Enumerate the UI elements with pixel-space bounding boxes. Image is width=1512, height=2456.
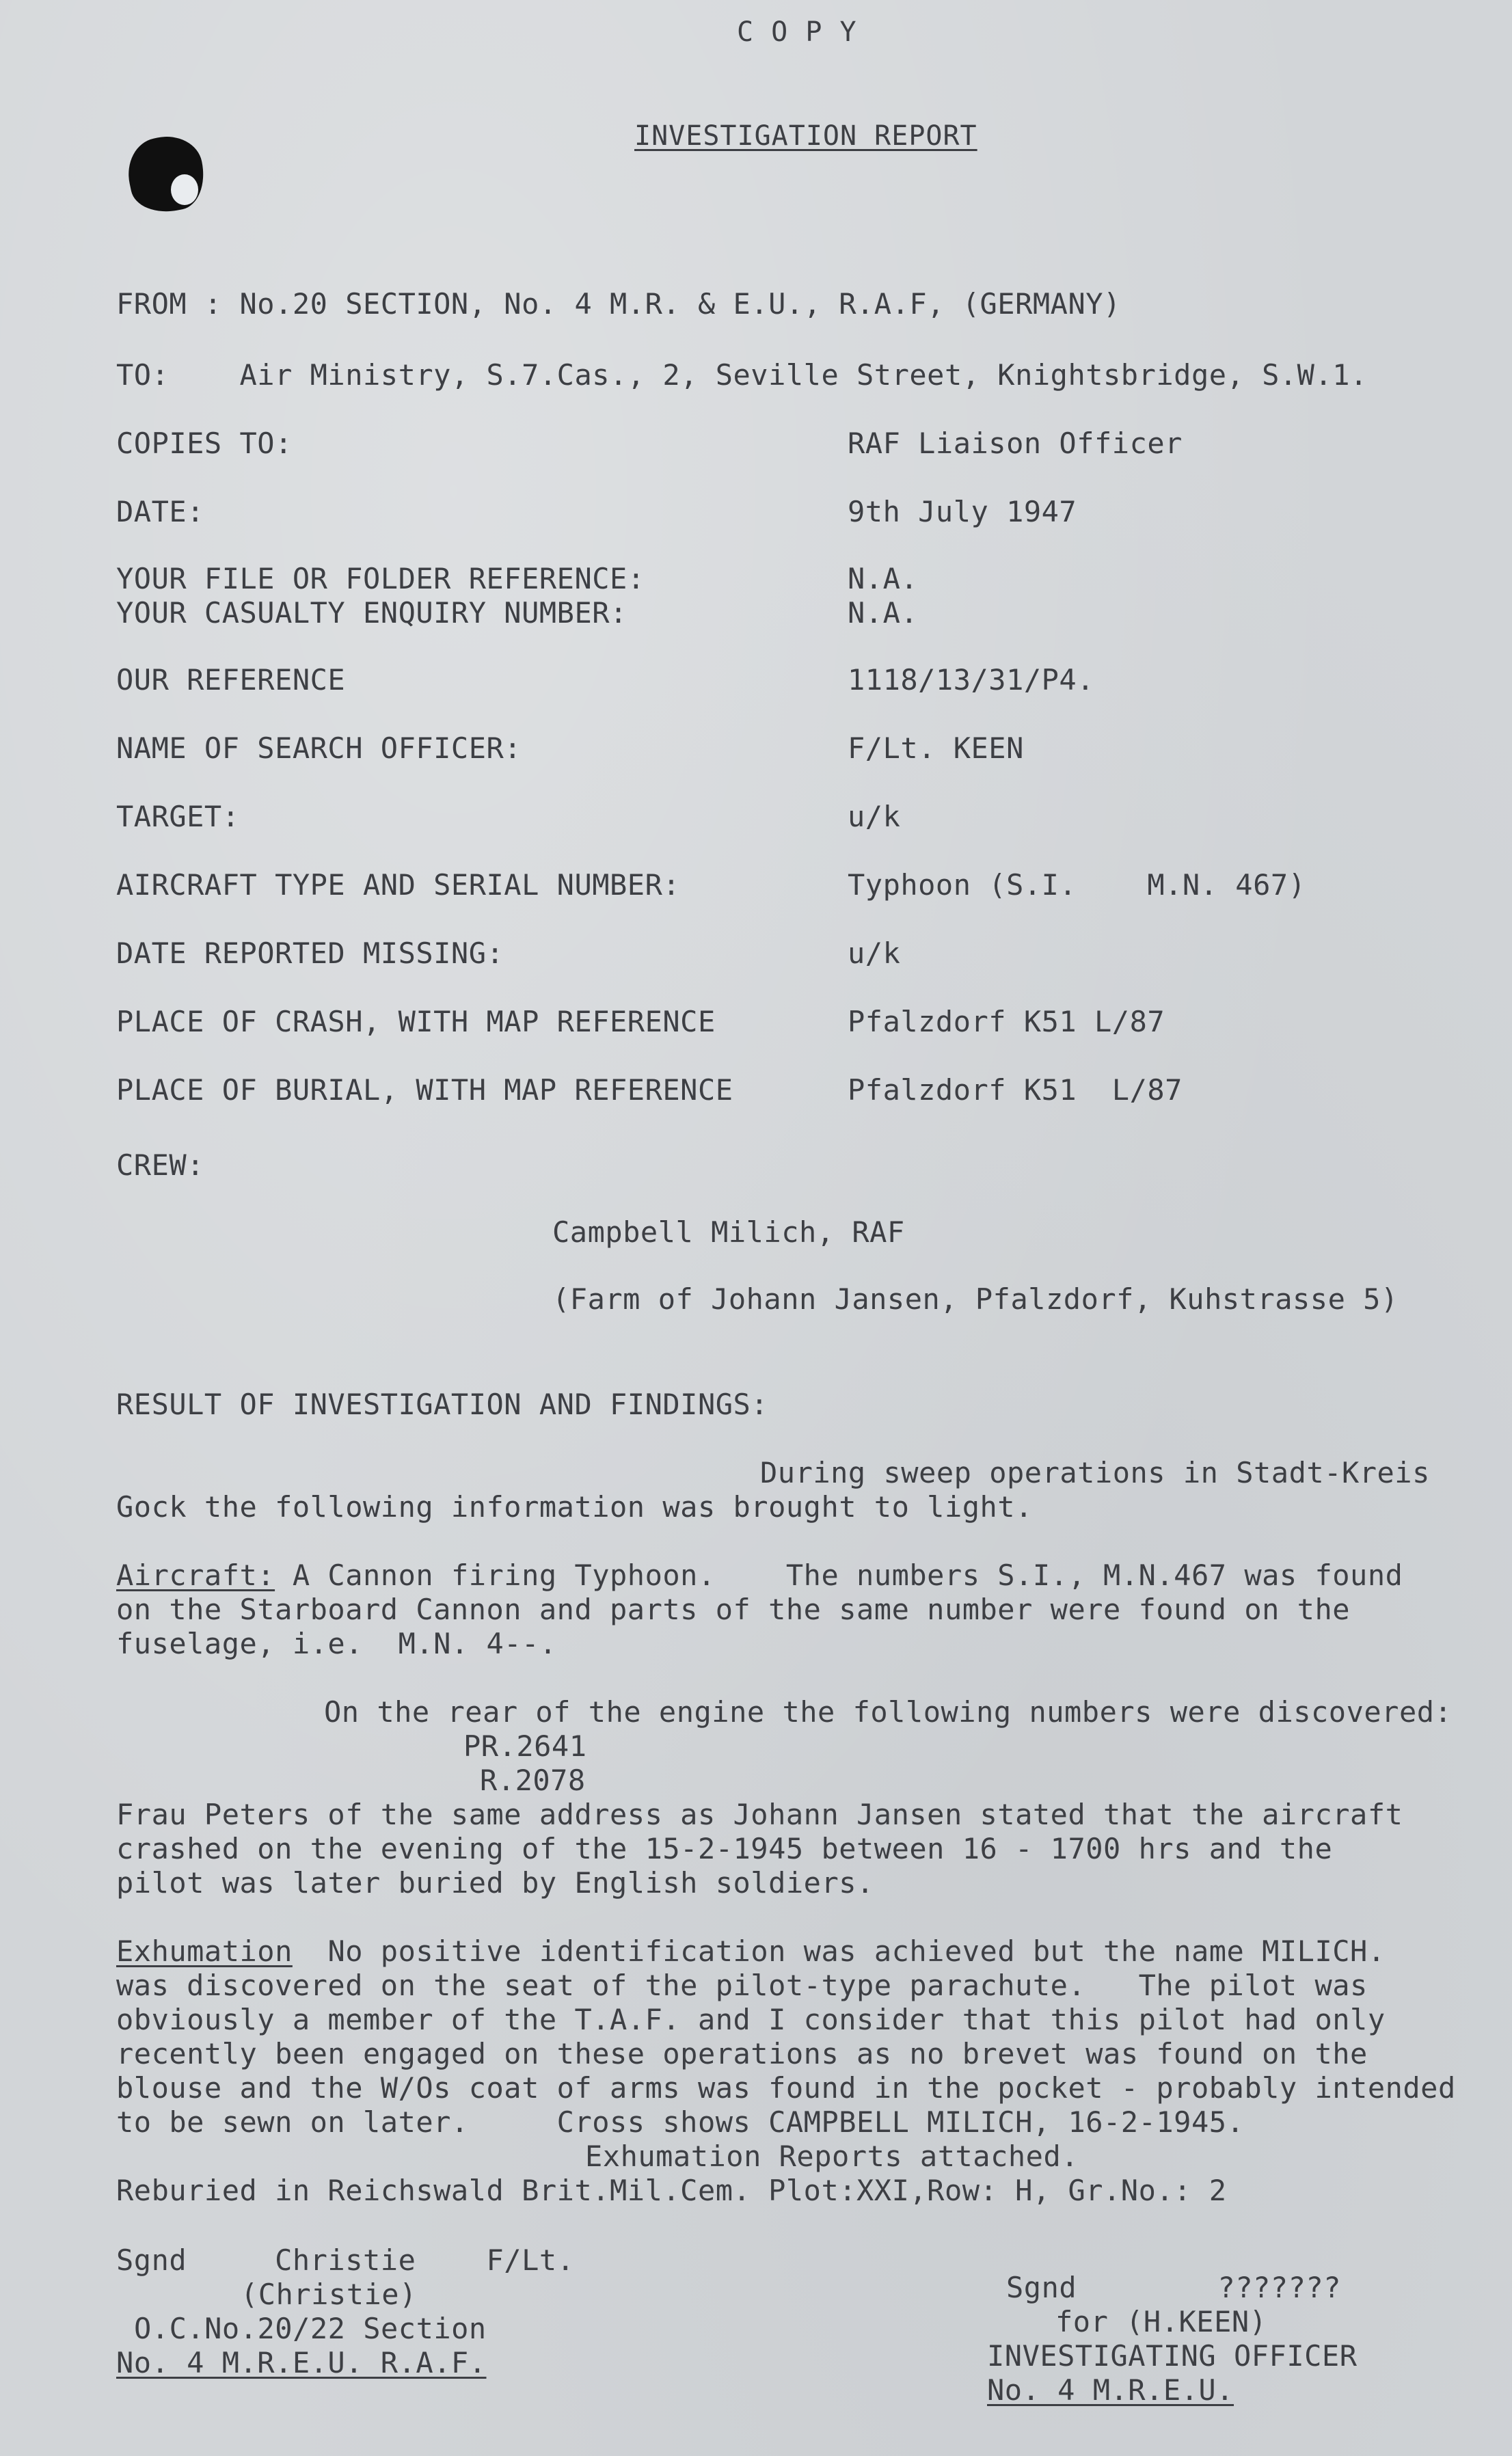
exhumation-text-7: Exhumation Reports attached. xyxy=(585,2140,1079,2173)
casualty-value: N.A. xyxy=(848,596,919,630)
exhumation-text-1: No positive identification was achieved but the name MILICH. xyxy=(292,1934,1386,1968)
aircraft-text-1: A Cannon firing Typhoon. The numbers S.I., M.N.467 was found xyxy=(275,1558,1403,1592)
aircraft-heading: Aircraft: xyxy=(116,1558,275,1592)
exhumation-text-4: recently been engaged on these operations as no brevet was found on the xyxy=(116,2037,1368,2070)
target-value: u/k xyxy=(848,800,901,833)
date-value: 9th July 1947 xyxy=(848,495,1077,528)
exhumation-heading: Exhumation xyxy=(116,1934,293,1968)
signature-right-1: Sgnd ??????? xyxy=(1006,2271,1341,2304)
copies-value: RAF Liaison Officer xyxy=(848,427,1183,460)
signature-right-4: No. 4 M.R.E.U. xyxy=(987,2373,1234,2407)
our-ref-value: 1118/13/31/P4. xyxy=(848,663,1095,697)
punch-hole xyxy=(122,130,211,219)
casualty-label: YOUR CASUALTY ENQUIRY NUMBER: xyxy=(116,596,627,630)
frau-text-3: pilot was later buried by English soldiers. xyxy=(116,1866,874,1900)
crew-location: (Farm of Johann Jansen, Pfalzdorf, Kuhstrasse 5) xyxy=(552,1282,1399,1316)
aircraft-paragraph-line-1 xyxy=(116,1558,1403,1593)
aircraft-text-2: on the Starboard Cannon and parts of the same number were found on the xyxy=(116,1593,1351,1626)
missing-value: u/k xyxy=(848,936,901,970)
exhumation-text-2: was discovered on the seat of the pilot-type parachute. The pilot was xyxy=(116,1969,1368,2002)
to-line: TO: Air Ministry, S.7.Cas., 2, Seville Street, Knightsbridge, S.W.1. xyxy=(116,358,1368,392)
search-officer-value: F/Lt. KEEN xyxy=(848,731,1024,765)
crash-value: Pfalzdorf K51 L/87 xyxy=(848,1005,1165,1038)
crew-label: CREW: xyxy=(116,1148,204,1182)
aircraft-text-3: fuselage, i.e. M.N. 4--. xyxy=(116,1627,557,1660)
signature-left-3: O.C.No.20/22 Section xyxy=(134,2312,487,2345)
missing-label: DATE REPORTED MISSING: xyxy=(116,936,504,970)
our-ref-label: OUR REFERENCE xyxy=(116,663,346,697)
burial-value: Pfalzdorf K51 L/87 xyxy=(848,1073,1183,1107)
findings-intro-2: Gock the following information was brought to light. xyxy=(116,1490,1033,1524)
copies-label: COPIES TO: xyxy=(116,427,293,460)
aircraft-value: Typhoon (S.I. M.N. 467) xyxy=(848,868,1306,902)
from-line: FROM : No.20 SECTION, No. 4 M.R. & E.U., R.A.F, (GERMANY) xyxy=(116,287,1121,321)
target-label: TARGET: xyxy=(116,800,240,833)
crash-label: PLACE OF CRASH, WITH MAP REFERENCE xyxy=(116,1005,716,1038)
signature-left-1: Sgnd Christie F/Lt. xyxy=(116,2243,575,2277)
copy-label: C O P Y xyxy=(737,16,857,48)
signature-left-2: (Christie) xyxy=(241,2278,417,2311)
report-title: INVESTIGATION REPORT xyxy=(634,120,977,152)
findings-heading: RESULT OF INVESTIGATION AND FINDINGS: xyxy=(116,1388,769,1421)
file-ref-value: N.A. xyxy=(848,562,919,595)
exhumation-text-6: to be sewn on later. Cross shows CAMPBELL MILICH, 16-2-1945. xyxy=(116,2105,1245,2139)
reburied-text: Reburied in Reichswald Brit.Mil.Cem. Plot:XXI,Row: H, Gr.No.: 2 xyxy=(116,2174,1227,2207)
engine-number-1: PR.2641 xyxy=(463,1729,587,1763)
burial-label: PLACE OF BURIAL, WITH MAP REFERENCE xyxy=(116,1073,733,1107)
signature-right-2: for (H.KEEN) xyxy=(1055,2305,1267,2338)
signature-right-3: INVESTIGATING OFFICER xyxy=(987,2339,1358,2373)
frau-text-1: Frau Peters of the same address as Johann Jansen stated that the aircraft xyxy=(116,1798,1403,1831)
aircraft-label: AIRCRAFT TYPE AND SERIAL NUMBER: xyxy=(116,868,681,902)
frau-text-2: crashed on the evening of the 15-2-1945 between 16 - 1700 hrs and the xyxy=(116,1832,1333,1865)
signature-left-4: No. 4 M.R.E.U. R.A.F. xyxy=(116,2346,487,2379)
search-officer-label: NAME OF SEARCH OFFICER: xyxy=(116,731,522,765)
exhumation-text-3: obviously a member of the T.A.F. and I consider that this pilot had only xyxy=(116,2003,1386,2036)
date-label: DATE: xyxy=(116,495,204,528)
findings-intro-1: During sweep operations in Stadt-Kreis xyxy=(760,1456,1430,1489)
engine-text: On the rear of the engine the following numbers were discovered: xyxy=(324,1695,1453,1729)
crew-name: Campbell Milich, RAF xyxy=(552,1215,905,1249)
exhumation-text-5: blouse and the W/Os coat of arms was found in the pocket - probably intended xyxy=(116,2071,1456,2105)
exhumation-paragraph-line-1 xyxy=(116,1934,1386,1969)
punch-hole-highlight xyxy=(171,174,198,205)
file-ref-label: YOUR FILE OR FOLDER REFERENCE: xyxy=(116,562,645,595)
engine-number-2: R.2078 xyxy=(480,1764,586,1797)
